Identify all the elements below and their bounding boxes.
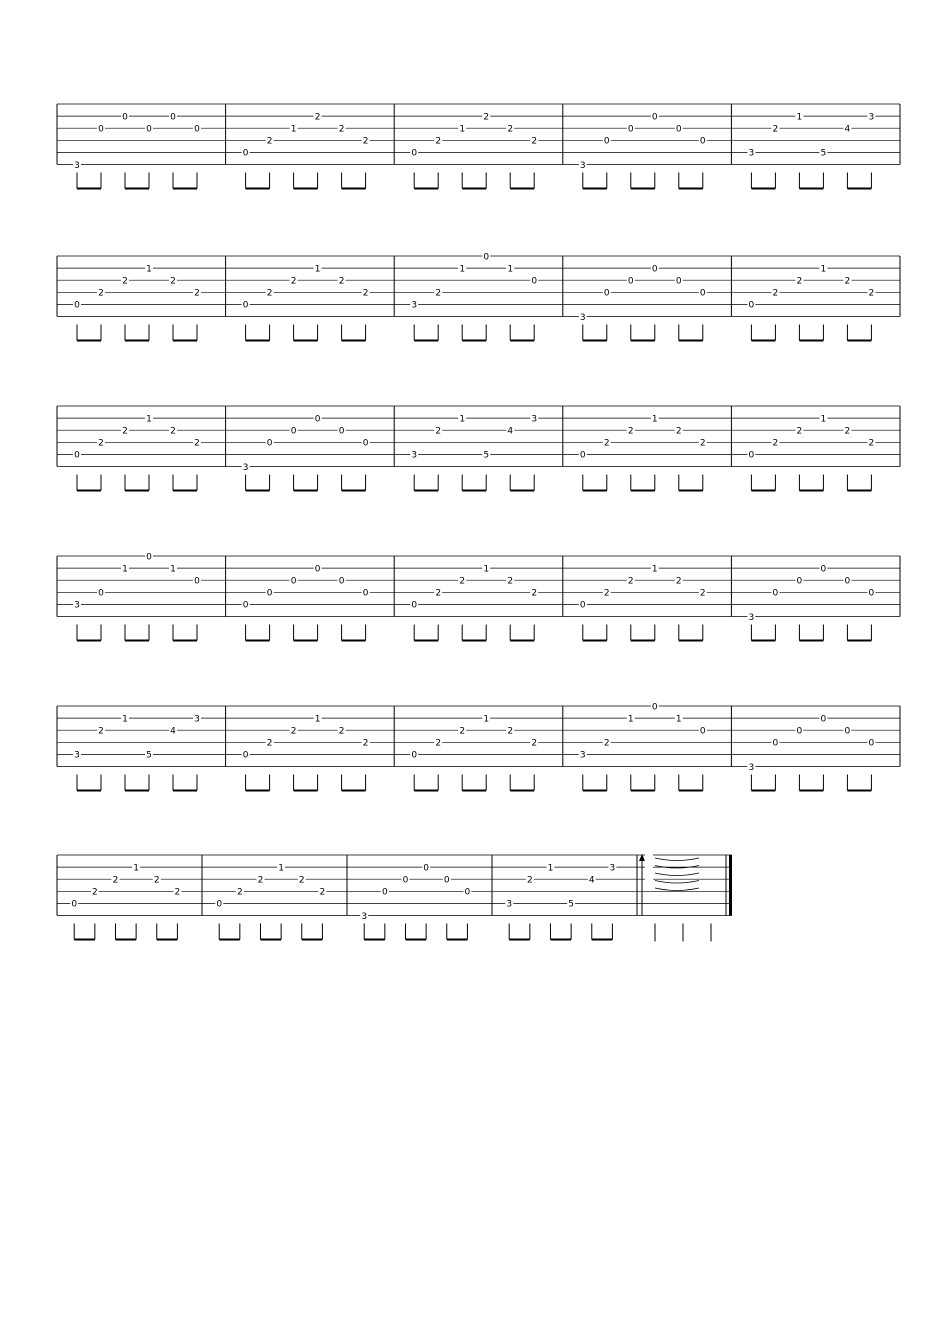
- fret-number: 2: [796, 426, 803, 437]
- fret-number: 0: [699, 136, 706, 147]
- fret-number: 0: [242, 148, 249, 159]
- fret-number: 2: [91, 887, 98, 898]
- fret-number: 5: [146, 750, 152, 761]
- fret-number: 3: [74, 160, 80, 171]
- fret-number: 0: [699, 726, 706, 737]
- fret-number: 0: [844, 576, 851, 587]
- fret-number: 1: [483, 714, 490, 725]
- fret-number: 1: [314, 714, 321, 725]
- fret-number: 0: [194, 124, 200, 135]
- fret-number: 3: [609, 863, 616, 874]
- fret-number: 2: [844, 426, 851, 437]
- fret-number: 0: [146, 124, 152, 135]
- fret-number: 4: [170, 726, 176, 737]
- fret-number: 0: [868, 588, 875, 599]
- fret-number: 0: [242, 750, 249, 761]
- fret-number: 1: [507, 264, 514, 275]
- fret-number: 2: [236, 887, 243, 898]
- fret-number: 0: [362, 588, 369, 599]
- fret-number: 3: [748, 762, 755, 773]
- tab-system: [57, 551, 900, 641]
- fret-number: 2: [675, 576, 682, 587]
- fret-number: 0: [242, 600, 249, 611]
- fret-number: 1: [314, 264, 321, 275]
- fret-number: 0: [675, 276, 682, 287]
- fret-number: 2: [483, 112, 490, 123]
- fret-number: 1: [796, 112, 803, 123]
- fret-number: 0: [98, 588, 104, 599]
- fret-number: 2: [266, 288, 273, 299]
- fret-number: 2: [194, 288, 200, 299]
- fret-number: 5: [483, 450, 490, 461]
- fret-number: 2: [266, 136, 273, 147]
- fret-number: 1: [459, 124, 466, 135]
- fret-number: 2: [314, 112, 321, 123]
- fret-number: 2: [526, 875, 533, 886]
- fret-number: 3: [579, 312, 586, 323]
- fret-number: 0: [651, 264, 658, 275]
- fret-number: 2: [298, 875, 305, 886]
- fret-number: 2: [435, 288, 442, 299]
- fret-number: 0: [443, 875, 450, 886]
- fret-number: 2: [338, 726, 345, 737]
- fret-number: 3: [242, 462, 249, 473]
- fret-number: 0: [266, 438, 273, 449]
- fret-number: 2: [796, 276, 803, 287]
- fret-number: 1: [675, 714, 682, 725]
- fret-number: 0: [146, 552, 152, 563]
- fret-number: 0: [71, 899, 78, 910]
- fret-number: 0: [464, 887, 471, 898]
- fret-number: 0: [748, 450, 755, 461]
- fret-number: 3: [579, 160, 586, 171]
- fret-number: 2: [531, 738, 538, 749]
- fret-number: 2: [435, 136, 442, 147]
- fret-number: 3: [506, 899, 513, 910]
- fret-number: 3: [748, 612, 755, 623]
- fret-number: 2: [627, 426, 634, 437]
- fret-number: 1: [122, 714, 128, 725]
- fret-number: 3: [531, 414, 538, 425]
- fret-number: 1: [170, 564, 176, 575]
- fret-number: 0: [74, 300, 80, 311]
- fret-number: 5: [568, 899, 574, 910]
- fret-number: 0: [627, 124, 634, 135]
- tab-system: [57, 104, 900, 189]
- fret-number: 3: [748, 148, 755, 159]
- fret-number: 0: [122, 112, 128, 123]
- fret-number: 2: [122, 426, 128, 437]
- fret-number: 0: [579, 600, 586, 611]
- fret-number: 0: [603, 288, 610, 299]
- fret-number: 3: [361, 911, 368, 922]
- fret-number: 0: [266, 588, 273, 599]
- fret-number: 0: [423, 863, 429, 874]
- let-ring-tie: [655, 858, 699, 861]
- fret-number: 1: [146, 264, 152, 275]
- fret-number: 1: [627, 714, 634, 725]
- fret-number: 0: [216, 899, 223, 910]
- fret-number: 3: [411, 300, 418, 311]
- fret-number: 2: [319, 887, 326, 898]
- fret-number: 0: [820, 714, 827, 725]
- fret-number: 0: [772, 738, 779, 749]
- fret-number: 0: [531, 276, 538, 287]
- fret-number: 2: [98, 726, 104, 737]
- fret-number: 0: [675, 124, 682, 135]
- fret-number: 1: [122, 564, 128, 575]
- fret-number: 0: [796, 576, 803, 587]
- tab-system: [57, 701, 900, 791]
- fret-number: 2: [362, 136, 369, 147]
- fret-number: 0: [748, 300, 755, 311]
- fret-number: 2: [338, 276, 345, 287]
- fret-number: 1: [290, 124, 297, 135]
- fret-number: 2: [435, 738, 442, 749]
- fret-number: 1: [459, 264, 466, 275]
- fret-number: 4: [507, 426, 514, 437]
- fret-number: 2: [174, 887, 181, 898]
- fret-number: 0: [74, 450, 80, 461]
- fret-number: 0: [796, 726, 803, 737]
- fret-number: 1: [459, 414, 466, 425]
- fret-number: 2: [507, 576, 514, 587]
- fret-number: 2: [844, 276, 851, 287]
- fret-number: 3: [411, 450, 418, 461]
- fret-number: 0: [402, 875, 409, 886]
- fret-number: 2: [435, 426, 442, 437]
- fret-number: 2: [868, 438, 875, 449]
- fret-number: 1: [547, 863, 554, 874]
- let-ring-tie: [655, 873, 699, 876]
- note-mask: [645, 882, 653, 891]
- fret-number: 2: [194, 438, 200, 449]
- fret-number: 2: [362, 288, 369, 299]
- fret-number: 2: [362, 738, 369, 749]
- fret-number: 0: [242, 300, 249, 311]
- fret-number: 0: [627, 276, 634, 287]
- fret-number: 0: [290, 426, 297, 437]
- fret-number: 0: [603, 136, 610, 147]
- fret-number: 0: [338, 426, 345, 437]
- fret-number: 2: [507, 124, 514, 135]
- fret-number: 2: [772, 288, 779, 299]
- fret-number: 2: [153, 875, 160, 886]
- fret-number: 2: [603, 588, 610, 599]
- fret-number: 0: [290, 576, 297, 587]
- fret-number: 0: [820, 564, 827, 575]
- fret-number: 2: [868, 288, 875, 299]
- fret-number: 0: [194, 576, 200, 587]
- fret-number: 0: [411, 750, 418, 761]
- fret-number: 0: [411, 148, 418, 159]
- score: [57, 104, 900, 942]
- fret-number: 4: [844, 124, 851, 135]
- fret-number: 1: [820, 414, 827, 425]
- fret-number: 2: [603, 438, 610, 449]
- fret-number: 1: [133, 863, 139, 874]
- fret-number: 5: [820, 148, 827, 159]
- fret-number: 2: [459, 726, 466, 737]
- fret-number: 3: [579, 750, 586, 761]
- fret-number: 1: [278, 863, 284, 874]
- fret-number: 2: [257, 875, 264, 886]
- fret-number: 2: [98, 438, 104, 449]
- fret-number: 1: [651, 564, 658, 575]
- fret-number: 1: [146, 414, 152, 425]
- fret-number: 0: [651, 112, 658, 123]
- fret-number: 2: [531, 136, 538, 147]
- fret-number: 0: [381, 887, 388, 898]
- fret-number: 3: [868, 112, 875, 123]
- fret-number: 2: [112, 875, 119, 886]
- fret-number: 0: [772, 588, 779, 599]
- fret-number: 0: [411, 600, 418, 611]
- fret-number: 2: [603, 738, 610, 749]
- fret-number: 2: [531, 588, 538, 599]
- fret-number: 2: [507, 726, 514, 737]
- fret-number: 2: [170, 276, 176, 287]
- fret-number: 0: [170, 112, 176, 123]
- fret-number: 0: [579, 450, 586, 461]
- fret-number: 1: [651, 414, 658, 425]
- fret-number: 2: [122, 276, 128, 287]
- fret-number: 1: [483, 564, 490, 575]
- fret-number: 0: [314, 564, 321, 575]
- fret-number: 2: [98, 288, 104, 299]
- fret-number: 2: [699, 588, 706, 599]
- fret-number: 2: [266, 738, 273, 749]
- fret-number: 2: [290, 276, 297, 287]
- fret-number: 3: [194, 714, 200, 725]
- tab-system: [57, 852, 732, 942]
- fret-number: 0: [699, 288, 706, 299]
- fret-number: 2: [627, 576, 634, 587]
- fret-number: 3: [74, 600, 80, 611]
- fret-number: 3: [74, 750, 80, 761]
- fret-number: 4: [588, 875, 595, 886]
- fret-number: 2: [699, 438, 706, 449]
- fret-number: 0: [483, 252, 490, 263]
- fret-number: 0: [314, 414, 321, 425]
- fret-number: 2: [435, 588, 442, 599]
- fret-number: 2: [772, 438, 779, 449]
- fret-number: 2: [772, 124, 779, 135]
- fret-number: 0: [868, 738, 875, 749]
- fret-number: 2: [459, 576, 466, 587]
- fret-number: 2: [170, 426, 176, 437]
- fret-number: 0: [844, 726, 851, 737]
- fret-number: 2: [338, 124, 345, 135]
- fret-number: 0: [338, 576, 345, 587]
- fret-number: 0: [651, 702, 658, 713]
- tab-system: [57, 251, 900, 341]
- fret-number: 2: [675, 426, 682, 437]
- fret-number: 0: [362, 438, 369, 449]
- fret-number: 0: [98, 124, 104, 135]
- fret-number: 1: [820, 264, 827, 275]
- fret-number: 2: [290, 726, 297, 737]
- let-ring-tie: [655, 881, 699, 884]
- tab-system: [57, 406, 900, 491]
- let-ring-tie: [655, 888, 699, 891]
